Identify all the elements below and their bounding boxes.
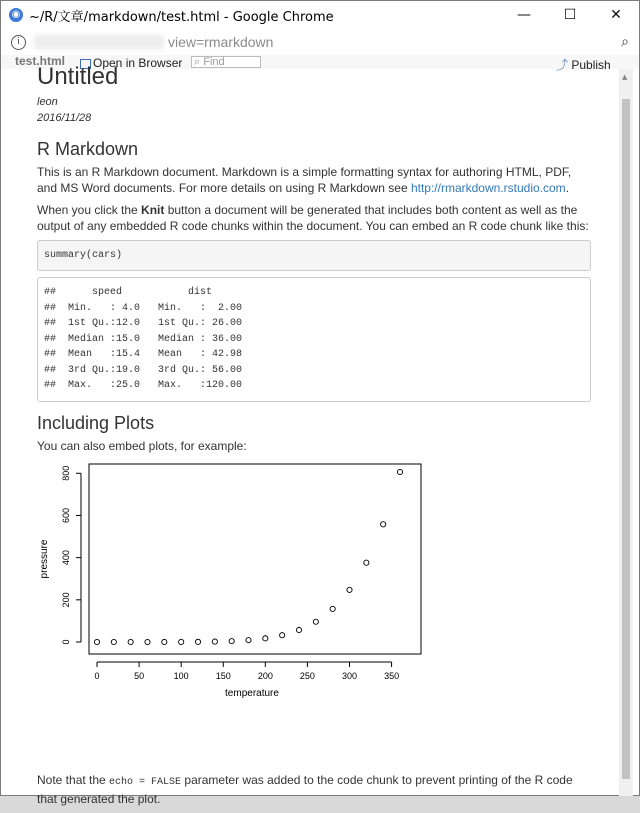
minimize-button[interactable]: —	[517, 7, 531, 23]
data-point	[145, 639, 150, 644]
data-point	[263, 635, 268, 640]
data-point	[229, 638, 234, 643]
x-tick-label: 150	[215, 670, 231, 681]
find-input[interactable]: ⌕ Find	[191, 56, 261, 68]
url-redacted	[34, 35, 164, 49]
data-point	[330, 606, 335, 611]
scroll-up-arrow-icon[interactable]: ▲	[622, 73, 628, 81]
data-point	[111, 639, 116, 644]
window-controls	[501, 1, 639, 29]
info-icon[interactable]: i	[11, 35, 26, 50]
scroll-thumb[interactable]	[622, 99, 630, 779]
x-tick-label: 0	[94, 670, 100, 681]
author: leon	[37, 96, 58, 108]
data-point	[381, 521, 386, 526]
data-point	[128, 639, 133, 644]
data-point	[179, 639, 184, 644]
maximize-button[interactable]: ☐	[563, 7, 577, 23]
note-pre: Note that the	[37, 772, 110, 787]
page-title: Untitled	[37, 63, 119, 90]
knit-post: button a document will be generated that includes both content as well as the output of any embedded R code chunks within the document. You can embed an R code chunk like this:	[37, 203, 589, 233]
note-post: parameter was added to the code chunk to prevent printing of the R code that generated the plot.	[37, 772, 573, 806]
data-point	[246, 637, 251, 642]
data-point	[212, 639, 217, 644]
note-paragraph	[37, 772, 591, 807]
plots-paragraph: You can also embed plots, for example:	[37, 438, 247, 453]
intro-text: This is an R Markdown document. Markdown is a simple formatting syntax for authoring HTML, PDF, and MS Word documents. For more details on using R Markdown see	[37, 165, 572, 195]
x-tick-label: 350	[384, 670, 400, 681]
title-bar	[1, 1, 639, 29]
file-tab[interactable]: test.html	[15, 54, 66, 68]
data-point	[347, 587, 352, 592]
scatter-chart	[37, 462, 591, 762]
code-chunk: summary(cars)	[37, 240, 591, 271]
x-tick-label: 200	[257, 670, 273, 681]
data-point	[94, 639, 99, 644]
vertical-scrollbar[interactable]	[619, 69, 633, 796]
url-text[interactable]: view=rmarkdown	[168, 34, 274, 50]
y-tick-label: 600	[61, 507, 71, 523]
chrome-icon: ◉	[9, 8, 23, 22]
knit-paragraph	[37, 202, 591, 234]
section-heading-plots: Including Plots	[37, 412, 155, 433]
code-output: ## speed dist ## Min. : 4.0 Min. : 2.00 ## 1st Qu.:12.0 1st Qu.: 26.00 ## Median :15.0 Median : 36.00 ## Mean :15.4 Mean : 42.98 ## 3rd Qu.:19.0 3rd Qu.: 56.00 ## Max. :25.0 Max. :120.00	[37, 277, 591, 402]
data-point	[296, 627, 301, 632]
x-axis-label: temperature	[225, 687, 279, 699]
x-tick-label: 50	[134, 670, 145, 681]
data-point	[162, 639, 167, 644]
data-point	[364, 560, 369, 565]
y-tick-label: 0	[61, 638, 71, 645]
y-tick-label: 400	[61, 549, 71, 565]
data-point	[397, 469, 402, 474]
address-bar[interactable]	[1, 29, 639, 56]
intro-paragraph	[37, 164, 591, 196]
open-in-browser-label: Open in Browser	[93, 56, 183, 70]
data-point	[195, 639, 200, 644]
rmarkdown-link[interactable]: http://rmarkdown.rstudio.com	[410, 181, 566, 195]
note-code: echo = FALSE	[109, 776, 182, 788]
publish-icon: ⤴	[556, 58, 569, 72]
knit-pre: When you click the	[37, 203, 142, 217]
knit-bold: Knit	[141, 203, 165, 217]
publish-label: Publish	[571, 58, 611, 72]
window-title: ~/R/文章/markdown/test.html - Google Chrome	[29, 9, 334, 25]
y-axis-label: pressure	[39, 539, 50, 578]
close-button[interactable]: ✕	[610, 7, 622, 23]
x-tick-label: 300	[341, 670, 358, 681]
data-point	[280, 632, 285, 637]
y-tick-label: 200	[61, 591, 71, 607]
data-point	[313, 619, 318, 624]
x-tick-label: 250	[299, 670, 315, 681]
intro-end: .	[565, 181, 570, 195]
plot-frame	[89, 464, 421, 654]
x-tick-label: 100	[173, 670, 189, 681]
pressure-plot	[37, 462, 591, 762]
date: 2016/11/28	[37, 112, 92, 124]
search-icon[interactable]: ⌕	[621, 34, 629, 50]
find-placeholder: Find	[203, 56, 225, 68]
y-tick-label: 800	[61, 465, 71, 481]
section-heading-r-markdown: R Markdown	[37, 139, 139, 159]
document-body	[37, 63, 591, 813]
